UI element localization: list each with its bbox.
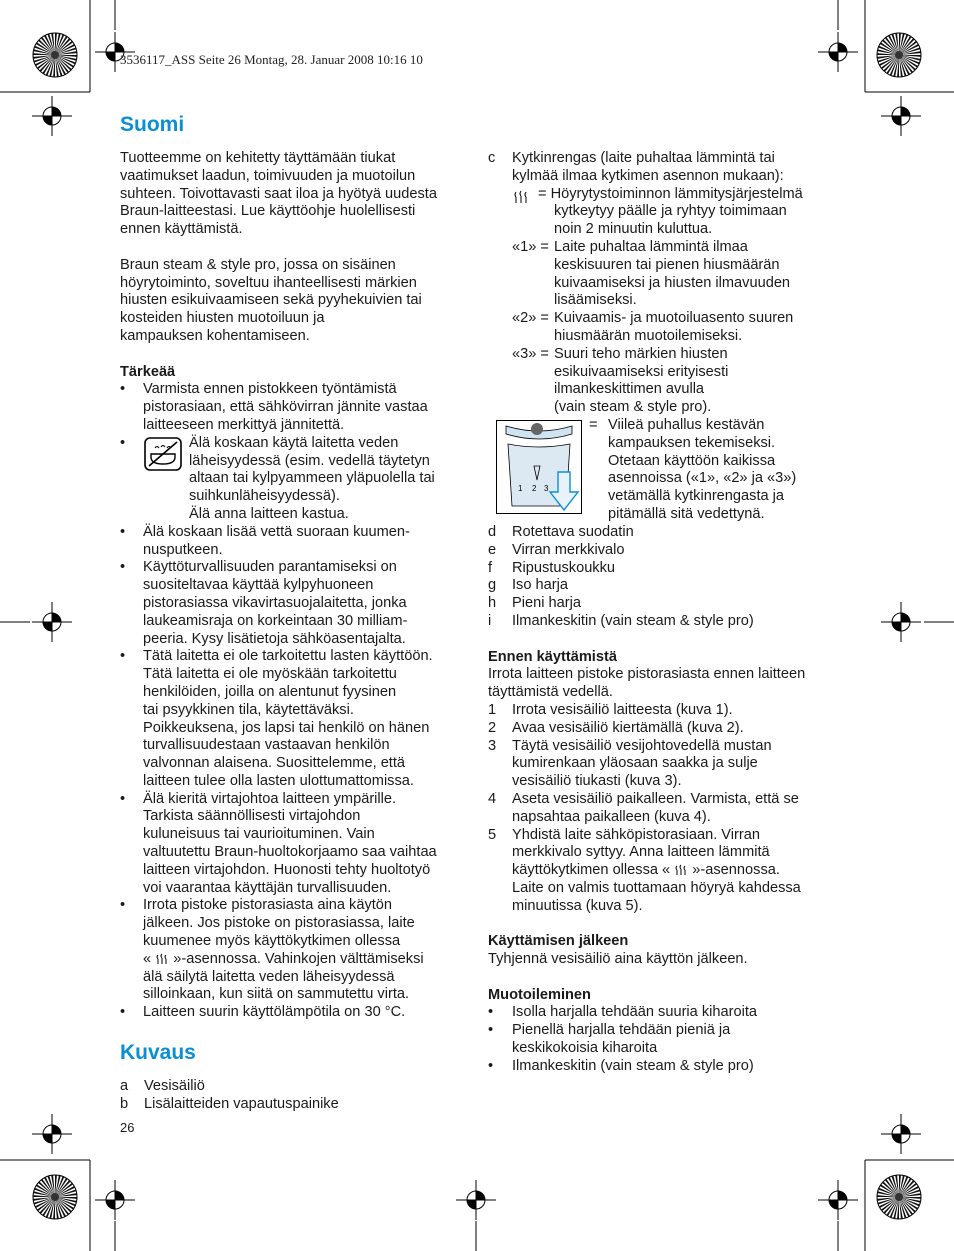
- list-item: • Irrota pistoke pistorasiasta aina käytön jälkeen. Jos pistoke on pistorasiassa, laite kuumenee myös käyttökytkimen ollessa « »-asennossa. Vahinkojen välttämiseksi älä säilytä laitetta veden läheisyydessä silloinkaan, kun siitä on sammutettu virta.: [120, 897, 470, 1004]
- list-item: e Virran merkkivalo: [488, 541, 625, 558]
- section-title-suomi: Suomi: [120, 113, 185, 136]
- styling-heading: Muotoileminen: [488, 986, 591, 1003]
- list-item: g Iso harja: [488, 577, 568, 594]
- setting-1: «1» = Laite puhaltaa lämmintä ilmaa keskisuuren tai pienen hiusmäärän kuivaamiseksi ja hiusten ilmavuuden lisäämiseksi.: [512, 238, 791, 309]
- list-item: d Rotettava suodatin: [488, 523, 634, 540]
- steam-icon: [674, 862, 688, 876]
- step-item: 1 Irrota vesisäiliö laitteesta (kuva 1).: [488, 701, 733, 718]
- starburst-target-icon: [32, 32, 78, 78]
- cool-shot-text: Viileä puhallus kestävän kampauksen tekemiseksi. Otetaan käyttöön kaikissa asennoissa («1», «2» ja «3») vetämällä kytkinrengasta ja pitämällä sitä vedettynä.: [608, 416, 797, 522]
- after-use-heading: Käyttämisen jälkeen: [488, 933, 629, 950]
- list-item: i Ilmankeskitin (vain steam & style pro): [488, 612, 754, 629]
- registration-mark-icon: [881, 96, 921, 136]
- registration-mark-icon: [456, 1180, 496, 1220]
- dial-label-1: 1: [518, 483, 523, 493]
- list-item: • Ilmankeskitin (vain steam & style pro): [488, 1058, 838, 1076]
- setting-steam: = Höyrytystoiminnon lämmitysjärjestelmä kytkeytyy päälle ja ryhtyy toimimaan noin 2 minuutin kuluttua.: [488, 186, 838, 239]
- registration-mark-icon: [32, 1114, 72, 1154]
- left-column: [120, 150, 470, 1022]
- list-item: b Lisälaitteiden vapautuspainike: [120, 1095, 339, 1112]
- step-item: 5 Yhdistä laite sähköpistorasiaan. Virran merkkivalo syttyy. Anna laitteen lämmitä käyttökytkimen ollessa « »-asennossa. Laite on valmis tuottamaan höyryä kahdessa minuutissa (kuva 5).: [488, 826, 801, 914]
- list-item: h Pieni harja: [488, 595, 581, 612]
- starburst-target-icon: [32, 1174, 78, 1220]
- product-paragraph: Braun steam & style pro, jossa on sisäinen höyrytoiminto, soveltuu ihanteellisesti märkien hiusten esikuivaamiseen sekä pyyhekuivien tai kosteiden hiusten muotoiluun ja kampauksen kohentamiseen.: [120, 256, 422, 344]
- before-use-heading: Ennen käyttämistä: [488, 648, 617, 665]
- registration-mark-icon: [95, 1180, 135, 1220]
- dial-label-3: 3: [544, 483, 549, 493]
- section-title-kuvaus: Kuvaus: [120, 1041, 196, 1064]
- starburst-target-icon: [876, 32, 922, 78]
- registration-mark-icon: [881, 602, 921, 642]
- before-use-text: Irrota laitteen pistoke pistorasiasta ennen laitteen täyttämistä vedellä.: [488, 666, 806, 701]
- list-item: • Pienellä harjalla tehdään pieniä ja keskikokoisia kiharoita: [488, 1022, 838, 1058]
- step-item: 4 Aseta vesisäiliö paikalleen. Varmista, että se napsahtaa paikalleen (kuva 4).: [488, 790, 799, 825]
- registration-mark-icon: [32, 602, 72, 642]
- setting-2: «2» = Kuivaamis- ja muotoiluasento suuren hiusmäärän muotoilemiseksi.: [512, 310, 794, 344]
- list-item: a Vesisäiliö: [120, 1078, 205, 1094]
- list-item: • Laitteen suurin käyttölämpötila on 30 °C.: [120, 1004, 470, 1022]
- no-bathtub-warning-icon: [143, 436, 183, 472]
- registration-mark-icon: [32, 96, 72, 136]
- list-item: • Käyttöturvallisuuden parantamiseksi on suositeltavaa käyttää kylpyhuoneen pistorasiassa vikavirtasuojalaitetta, jonka laukeamisraja on korkeintaan 30 milliam- peeria. Kysy lisätietoja sähköasentajalta.: [120, 559, 470, 648]
- right-column: [488, 150, 838, 1076]
- parts-list-ab: [120, 1078, 470, 1114]
- list-item: c Kytkinrengas (laite puhaltaa lämmintä tai kylmää ilmaa kytkimen asennon mukaan):: [488, 150, 784, 184]
- registration-mark-icon: [818, 1180, 858, 1220]
- list-item: • Älä koskaan lisää vettä suoraan kuumen- nusputkeen.: [120, 524, 470, 560]
- dial-label-2: 2: [532, 483, 537, 493]
- list-item: • Tätä laitetta ei ole tarkoitettu lasten käyttöön. Tätä laitetta ei ole myöskään tarkoitettu henkilöiden, joilla on alentunut fyysinen tai psyykkinen tila, käytettäväksi. Poikkeuksena, jos lapsi tai henkilö on hänen turvallisuudestaan vastaavan henkilön valvonnan alaisena. Suosittelemme, että laitteen tulee olla lasten ulottumattomissa.: [120, 648, 470, 790]
- list-item: • Isolla harjalla tehdään suuria kiharoita: [488, 1004, 838, 1022]
- starburst-target-icon: [876, 1174, 922, 1220]
- registration-mark-icon: [881, 1114, 921, 1154]
- print-slug-line: 3536117_ASS Seite 26 Montag, 28. Januar 2008 10:16 10: [120, 52, 423, 67]
- important-heading: Tärkeää: [120, 363, 176, 380]
- step-item: 3 Täytä vesisäiliö vesijohtovedellä mustan kumirenkaan yläosaan saakka ja sulje vesisäiliö tiukasti (kuva 3).: [488, 737, 772, 790]
- list-item: f Ripustuskoukku: [488, 559, 616, 576]
- intro-paragraph: Tuotteemme on kehitetty täyttämään tiukat vaatimukset laadun, toimivuuden ja muotoilun suhteen. Toivottavasti saat iloa ja hyötyä uudesta Braun-laitteestasi. Lue käyttöohje huolellisesti ennen käyttämistä.: [120, 150, 437, 238]
- steam-icon: [513, 188, 529, 204]
- step-item: 2 Avaa vesisäiliö kiertämällä (kuva 2).: [488, 719, 744, 736]
- cool-shot-equals: =: [589, 416, 598, 433]
- list-item: • Älä kieritä virtajohtoa laitteen ympärille. Tarkista säännöllisesti virtajohdon kuluneisuus tai vaurioituminen. Vain valtuutettu Braun-huoltokorjaamo saa vaihtaa laitteen virtajohdon. Huonosti tehty huoltotyö voi vaarantaa käyttäjän turvallisuuden.: [120, 791, 470, 898]
- list-item: • Älä koskaan käytä laitetta veden läheisyydessä (esim. vedellä täytetyn altaan tai kylpyammeen yläpuolella tai suihkunläheisyydessä). Älä anna laitteen kastua.: [120, 435, 470, 524]
- setting-3: «3» = Suuri teho märkien hiusten esikuivaamiseksi erityisesti ilmankeskittimen avulla (vain steam & style pro).: [512, 345, 729, 416]
- list-item: • Varmista ennen pistokkeen työntämistä pistorasiaan, että sähkövirran jännite vastaa laitteeseen merkittyä jännitettä.: [120, 381, 470, 434]
- steam-icon: [155, 951, 169, 965]
- registration-mark-icon: [818, 32, 858, 72]
- cool-shot-block: [488, 417, 838, 524]
- after-use-text: Tyhjennä vesisäiliö aina käyttön jälkeen.: [488, 951, 748, 968]
- cool-shot-ring-illustration: [496, 420, 582, 514]
- page-number: 26: [120, 1120, 135, 1135]
